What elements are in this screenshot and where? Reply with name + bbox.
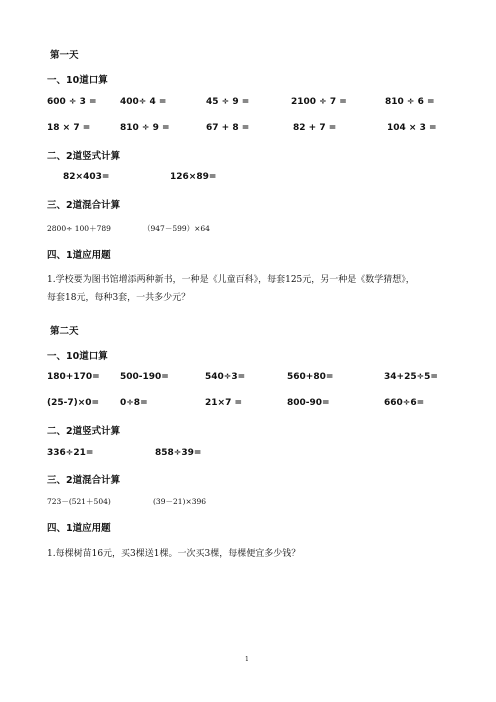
day2-oral-9: 800-90= (287, 398, 330, 408)
day1-word-line1: 1.学校要为图书馆增添两种新书，一种是《儿童百科》，每套125元，另一种是《数学猜想》， (47, 275, 415, 285)
day2-title: 第二天 (50, 326, 79, 337)
day2-oral-8: 21×7 = (205, 398, 243, 408)
day1-oral-3: 45 ÷ 9 = (206, 97, 250, 107)
page-number: 1 (245, 656, 249, 663)
day1-mixed-heading: 三、2道混合计算 (47, 200, 121, 211)
day1-oral-8: 67 + 8 = (206, 123, 250, 133)
day1-oral-1: 600 ÷ 3 = (47, 97, 97, 107)
day1-vertical-2: 126×89= (170, 172, 217, 182)
day2-oral-1: 180+170= (47, 372, 100, 382)
day1-oral-2: 400÷ 4 = (120, 97, 167, 107)
day2-oral-heading: 一、10道口算 (47, 351, 108, 362)
day2-mixed-2: (39－21)×396 (153, 497, 207, 506)
day1-oral-5: 810 ÷ 6 = (385, 97, 435, 107)
day2-vertical-heading: 二、2道竖式计算 (47, 426, 121, 437)
day1-mixed-2: （947－599）×64 (143, 224, 210, 233)
day2-oral-4: 560+80= (287, 372, 334, 382)
day2-word-line1: 1.每棵树苗16元，买3棵送1棵。一次买3棵，每棵便宜多少钱？ (47, 549, 301, 559)
day1-oral-6: 18 × 7 = (47, 123, 91, 133)
day1-word-line2: 每套18元，每种3套，一共多少元？ (47, 293, 191, 303)
day2-oral-7: 0÷8= (120, 398, 148, 408)
day2-oral-2: 500-190= (120, 372, 169, 382)
day2-oral-5: 34+25÷5= (384, 372, 438, 382)
day2-vertical-1: 336÷21= (47, 448, 94, 458)
day1-vertical-heading: 二、2道竖式计算 (47, 151, 121, 162)
day1-word-heading: 四、1道应用题 (47, 250, 111, 261)
day1-oral-4: 2100 ÷ 7 = (291, 97, 347, 107)
day2-oral-10: 660÷6= (384, 398, 425, 408)
day1-vertical-1: 82×403= (63, 172, 110, 182)
day1-oral-heading: 一、10道口算 (47, 75, 108, 86)
day1-mixed-1: 2800÷ 100＋789 (47, 224, 111, 233)
day2-mixed-1: 723－(521＋504) (47, 497, 111, 506)
day2-word-heading: 四、1道应用题 (47, 523, 111, 534)
day2-mixed-heading: 三、2道混合计算 (47, 475, 121, 486)
day2-oral-6: (25-7)×0= (47, 398, 100, 408)
day2-vertical-2: 858÷39= (155, 448, 202, 458)
day2-oral-3: 540÷3= (205, 372, 246, 382)
day1-oral-9: 82 + 7 = (293, 123, 337, 133)
day1-oral-10: 104 × 3 = (387, 123, 437, 133)
day1-oral-7: 810 ÷ 9 = (120, 123, 170, 133)
day1-title: 第一天 (50, 50, 79, 61)
